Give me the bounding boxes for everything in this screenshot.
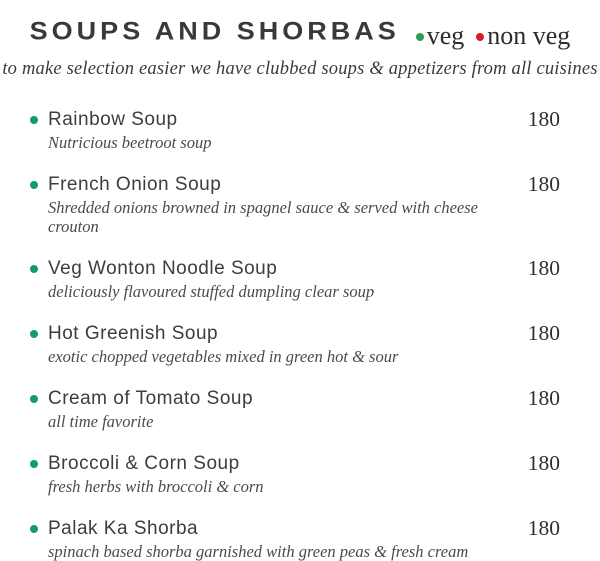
legend-nonveg [476, 21, 570, 51]
item-description: spinach based shorba garnished with green peas & fresh cream [48, 542, 469, 561]
menu-item-text [48, 388, 490, 431]
veg-dot-icon [30, 395, 38, 403]
page-subtitle: to make selection easier we have clubbed soups & appetizers from all cuisines [2, 59, 598, 79]
item-description: Shredded onions browned in spagnel sauce & served with cheese crouton [48, 198, 478, 236]
item-price: 180 [527, 172, 560, 196]
veg-dot-icon [30, 460, 38, 468]
item-name: Rainbow Soup [48, 109, 178, 130]
veg-dot-icon [30, 330, 38, 338]
item-name: Palak Ka Shorba [48, 518, 199, 539]
item-description: exotic chopped vegetables mixed in green hot & sour [48, 347, 399, 366]
menu-item [30, 258, 560, 301]
item-price: 180 [527, 256, 560, 280]
menu-item-text [48, 174, 490, 236]
menu-item [30, 518, 560, 561]
item-name: Veg Wonton Noodle Soup [48, 258, 278, 279]
item-name: Hot Greenish Soup [48, 323, 219, 344]
menu-item-text [48, 323, 490, 366]
item-price: 180 [527, 321, 560, 345]
page-title: SOUPS AND SHORBAS [29, 17, 400, 45]
legend-veg-label: veg [426, 21, 465, 50]
menu-item [30, 453, 560, 496]
item-name: Broccoli & Corn Soup [48, 453, 240, 474]
nonveg-dot-icon [476, 33, 484, 41]
menu-item [30, 174, 560, 236]
veg-dot-icon [30, 181, 38, 189]
item-description: fresh herbs with broccoli & corn [48, 477, 264, 496]
item-name: French Onion Soup [48, 174, 222, 195]
item-description: all time favorite [48, 412, 154, 431]
legend-veg [416, 21, 465, 51]
menu-item-text [48, 453, 490, 496]
item-price: 180 [527, 107, 560, 131]
legend-nonveg-label: non veg [487, 21, 571, 50]
veg-dot-icon [30, 265, 38, 273]
menu-list [30, 109, 560, 561]
menu-item [30, 323, 560, 366]
menu-item [30, 388, 560, 431]
item-name: Cream of Tomato Soup [48, 388, 254, 409]
veg-dot-icon [30, 116, 38, 124]
veg-dot-icon [30, 525, 38, 533]
menu-item-text [48, 258, 490, 301]
item-description: Nutricious beetroot soup [48, 133, 212, 152]
menu-item-text [48, 109, 490, 152]
item-description: deliciously flavoured stuffed dumpling clear soup [48, 282, 375, 301]
veg-dot-icon [416, 33, 424, 41]
menu-item-text [48, 518, 490, 561]
veg-nonveg-legend [416, 21, 571, 51]
item-price: 180 [527, 516, 560, 540]
menu-header [0, 0, 600, 51]
menu-item [30, 109, 560, 152]
item-price: 180 [527, 451, 560, 475]
item-price: 180 [527, 386, 560, 410]
